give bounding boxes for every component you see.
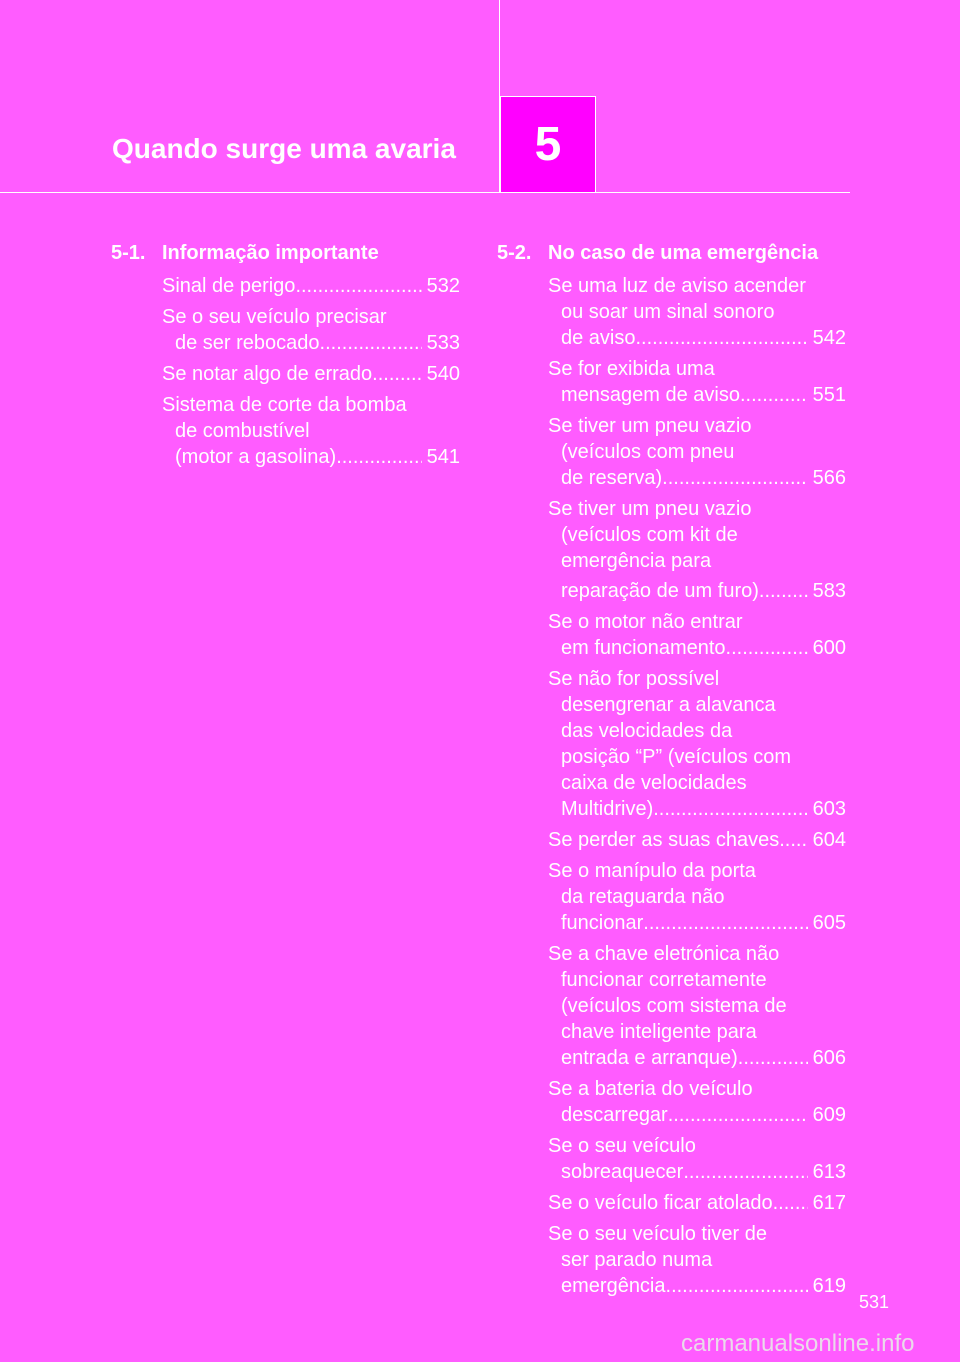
toc-entry-line — [162, 361, 460, 387]
toc-entry-text: de combustível — [175, 420, 310, 442]
toc-entry[interactable] — [162, 392, 460, 470]
dot-leader — [652, 325, 807, 351]
dot-leader — [372, 361, 421, 387]
toc-entry-text: descarregar — [561, 1104, 668, 1126]
toc-entry-text: ou soar um sinal sonoro — [561, 301, 775, 323]
toc-page-number: 619 — [812, 1275, 846, 1297]
chapter-number: 5 — [534, 118, 562, 171]
toc-entry-text: ser parado numa — [561, 1249, 713, 1271]
toc-entry-text: da retaguarda não — [561, 886, 725, 908]
toc-entry-text: Se o seu veículo — [548, 1135, 696, 1157]
toc-entry-text: das velocidades da — [561, 720, 733, 742]
toc-entry-text: de ser rebocado — [175, 332, 320, 354]
toc-section-5-1 — [111, 240, 460, 475]
toc-entry-line — [162, 330, 460, 356]
toc-entry[interactable] — [548, 827, 846, 853]
dot-leader — [643, 910, 807, 936]
page-number: 531 — [859, 1292, 890, 1312]
dot-leader — [668, 1102, 808, 1128]
toc-entry[interactable] — [548, 1190, 846, 1216]
toc-entry-text: Se tiver um pneu vazio — [548, 415, 752, 437]
toc-page-number: 542 — [812, 327, 846, 349]
toc-entry[interactable] — [548, 496, 846, 604]
section-heading — [497, 240, 846, 266]
toc-entry-text: (motor a gasolina) — [175, 446, 337, 468]
toc-entry-text: (veículos com kit de — [561, 524, 738, 546]
section-title: Informação importante — [162, 242, 379, 264]
toc-page-number: 583 — [812, 580, 846, 602]
toc-entry-text: chave inteligente para — [561, 1021, 757, 1043]
toc-entry[interactable] — [548, 1133, 846, 1185]
toc-entry[interactable] — [162, 304, 460, 356]
toc-entry[interactable] — [162, 361, 460, 387]
toc-entry-text: posição “P” (veículos com — [561, 746, 792, 768]
dot-leader — [320, 330, 422, 356]
toc-entry-text: mensagem de aviso — [561, 384, 740, 406]
toc-entry-text: Se o veículo ficar atolado — [548, 1192, 773, 1214]
toc-entry-text: sobreaquecer — [561, 1161, 684, 1183]
dot-leader — [726, 635, 808, 661]
toc-entry[interactable] — [548, 609, 846, 661]
toc-entry-line — [162, 444, 460, 470]
toc-entry-line — [548, 635, 846, 661]
toc-entry-line — [548, 325, 846, 351]
toc-entry-text: Se notar algo de errado — [162, 363, 373, 385]
toc-entry-text: Sinal de perigo — [162, 275, 296, 297]
toc-entry-text: emergência para — [561, 550, 712, 572]
header-horizontal-rule — [0, 192, 850, 193]
toc-entry-line — [548, 382, 846, 408]
toc-entry[interactable] — [548, 413, 846, 491]
dot-leader — [683, 1159, 807, 1185]
toc-entry-text: desengrenar a alavanca — [561, 694, 776, 716]
toc-entry-line — [548, 1159, 846, 1185]
toc-entry-text: Se o motor não entrar — [548, 611, 743, 633]
toc-entry-line — [548, 796, 846, 822]
toc-entry-text: Sistema de corte da bomba — [162, 394, 407, 416]
toc-entry-text: (veículos com sistema de — [561, 995, 787, 1017]
toc-entry-line — [548, 465, 846, 491]
toc-entry-text: caixa de velocidades — [561, 772, 747, 794]
toc-page-number: 540 — [426, 363, 460, 385]
toc-item-list — [548, 273, 846, 1299]
toc-page-number: 541 — [426, 446, 460, 468]
dot-leader — [759, 578, 808, 604]
toc-entry-text: Se a bateria do veículo — [548, 1078, 753, 1100]
toc-page-number: 609 — [812, 1104, 846, 1126]
toc-section-5-2 — [497, 240, 846, 1304]
toc-entry-line — [162, 273, 460, 299]
toc-entry-text: Se uma luz de aviso acender — [548, 275, 806, 297]
toc-entry-line — [548, 1273, 846, 1299]
toc-page-number: 600 — [812, 637, 846, 659]
toc-page-number: 566 — [812, 467, 846, 489]
toc-entry-text: Multidrive) — [561, 798, 654, 820]
watermark: carmanualsonline.info — [681, 1330, 915, 1357]
toc-entry[interactable] — [548, 666, 846, 822]
dot-leader — [666, 1273, 808, 1299]
dot-leader — [773, 1190, 808, 1216]
toc-entry[interactable] — [548, 273, 846, 351]
toc-page-number: 533 — [426, 332, 460, 354]
chapter-title: Quando surge uma avaria — [112, 133, 456, 164]
toc-page-number: 532 — [426, 275, 460, 297]
dot-leader — [653, 796, 807, 822]
toc-entry[interactable] — [548, 1076, 846, 1128]
toc-entry-line — [548, 1102, 846, 1128]
dot-leader — [738, 1045, 808, 1071]
toc-page-number: 603 — [812, 798, 846, 820]
toc-entry-text: Se perder as suas chaves — [548, 829, 780, 851]
toc-entry-text: Se tiver um pneu vazio — [548, 498, 752, 520]
toc-entry-text: Se não for possível — [548, 668, 720, 690]
toc-entry-line — [548, 1190, 846, 1216]
toc-entry[interactable] — [548, 356, 846, 408]
section-number: 5-1. — [111, 242, 146, 264]
toc-page-number: 604 — [812, 829, 846, 851]
dot-leader — [779, 827, 807, 853]
toc-page-number: 551 — [812, 384, 846, 406]
toc-entry-line — [548, 1045, 846, 1071]
toc-entry[interactable] — [162, 273, 460, 299]
toc-entry-text: em funcionamento — [561, 637, 726, 659]
section-number: 5-2. — [497, 242, 532, 264]
toc-entry-text: funcionar — [561, 912, 644, 934]
toc-entry-text: Se o manípulo da porta — [548, 860, 756, 882]
toc-entry-text: de aviso... — [561, 327, 653, 349]
section-heading — [111, 240, 460, 266]
toc-entry-text: (veículos com pneu — [561, 441, 735, 463]
chapter-number-tab — [500, 96, 596, 192]
toc-page-number: 606 — [812, 1047, 846, 1069]
toc-entry-text: emergência — [561, 1275, 666, 1297]
toc-entry[interactable] — [548, 858, 846, 936]
toc-entry-text: de reserva) — [561, 467, 663, 489]
toc-entry-text: entrada e arranque) — [561, 1047, 738, 1069]
section-title: No caso de uma emergência — [548, 242, 819, 264]
toc-page-number: 613 — [812, 1161, 846, 1183]
toc-item-list — [162, 273, 460, 470]
toc-entry-text: Se a chave eletrónica não — [548, 943, 780, 965]
toc-entry[interactable] — [548, 1221, 846, 1299]
toc-page-number: 605 — [812, 912, 846, 934]
toc-entry[interactable] — [548, 941, 846, 1071]
dot-leader — [336, 444, 421, 470]
toc-entry-text: reparação de um furo) — [561, 580, 759, 602]
toc-entry-line — [548, 578, 846, 604]
dot-leader — [740, 382, 808, 408]
toc-entry-text: Se o seu veículo tiver de — [548, 1223, 768, 1245]
toc-entry-line — [548, 827, 846, 853]
dot-leader — [662, 465, 807, 491]
toc-page-number: 617 — [812, 1192, 846, 1214]
toc-entry-text: funcionar corretamente — [561, 969, 767, 991]
toc-entry-line — [548, 910, 846, 936]
dot-leader — [295, 273, 421, 299]
toc-entry-text: Se for exibida uma — [548, 358, 715, 380]
toc-entry-text: Se o seu veículo precisar — [162, 306, 387, 328]
